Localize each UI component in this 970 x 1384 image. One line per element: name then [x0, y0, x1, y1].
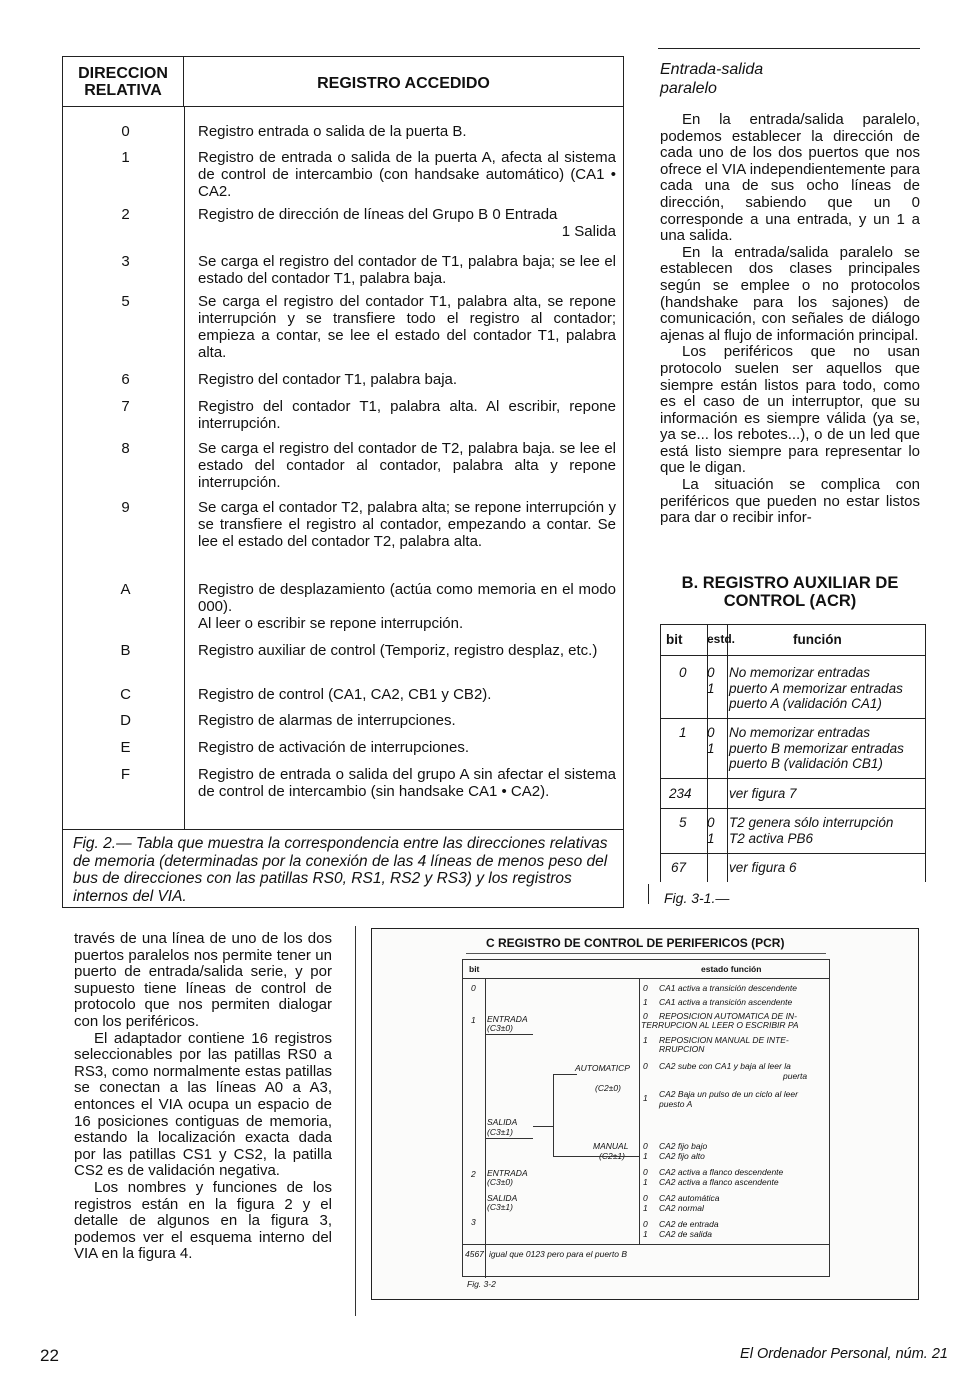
pcr-bit: 0	[471, 983, 476, 993]
acr-func: No memorizar entradas	[729, 725, 871, 740]
paragraph: través de una línea de uno de los dos puertos paralelos nos permite tener un puerto de entrada/salida serie, y por supuesto tiene líneas de control de protocolo que nos permiten dialogar con los periféricos.	[74, 930, 332, 1030]
pcr-bit: 3	[471, 1217, 476, 1227]
row-description: Registro del contador T1, palabra baja.	[198, 371, 458, 388]
row-description: Registro entrada o salida de la puerta B.	[198, 123, 467, 140]
figure-caption: Fig. 3-2	[467, 1279, 496, 1289]
row-address: 1	[121, 149, 130, 166]
register-table	[62, 56, 624, 908]
paragraph: El adaptador contiene 16 registros seleccionables por las patillas RS0 a RS3, como normalmente estas patillas se conectan a las líneas A0 a A3, entonces el VIA ocupa un espacio de 16 posiciones contiguas de memoria, estando la localización exacta dada por las patillas CS1 y CS2, la patilla CS2 es de validación negativa.	[74, 1029, 332, 1180]
column-rule	[355, 926, 356, 1316]
row-description: Registro de entrada o salida de la puerta A, afecta al sistema de control de intercambio (con handsake automático) (CA1 • CA2.	[198, 149, 616, 200]
pcr-header-func: estado función	[701, 964, 762, 974]
pcr-func: CA2 activa a flanco descendente	[659, 1167, 784, 1177]
acr-func: T2 activa PB6	[729, 831, 814, 846]
pcr-func: igual que 0123 pero para el puerto B	[489, 1249, 627, 1259]
pcr-bit: 4567	[465, 1249, 484, 1259]
paragraph: La situación se complica con periféricos que pueden no estar listos para dar o recibir infor-	[660, 476, 920, 527]
publication-footer: El Ordenador Personal, núm. 21	[740, 1346, 948, 1362]
pcr-label-manual: MANUAL	[593, 1141, 629, 1151]
row-description: Se carga el registro del contador de T2, palabra baja. se lee el estado del contador al contador, palabra alta y repone interrupción.	[198, 440, 616, 491]
pcr-func: CA2 Baja un pulso de un ciclo al leer	[659, 1089, 798, 1099]
acr-func: puerto B memorizar entradas	[729, 741, 904, 756]
row-address: 0	[121, 123, 130, 140]
pcr-func: CA2 automática	[659, 1193, 720, 1203]
acr-bit: 5	[679, 815, 687, 830]
row-description: Registro de entrada o salida del grupo A sin afectar el sistema de control de intercambio (sin handsake CA1 • CA2).	[198, 766, 616, 800]
row-description-line2: Al leer o escribir se repone interrupción.	[198, 615, 464, 632]
column-divider	[184, 107, 185, 829]
header-bit: bit	[666, 632, 683, 647]
row-address: 8	[121, 440, 130, 457]
pcr-func: REPOSICION MANUAL DE INTE-	[659, 1035, 789, 1045]
row-description: Registro de control (CA1, CA2, CB1 y CB2).	[198, 686, 492, 703]
pcr-func: puesto A	[659, 1099, 693, 1109]
acr-state: 0	[707, 665, 715, 680]
header-funcion: función	[793, 632, 842, 647]
row-address: 2	[121, 206, 130, 223]
row-description: Se carga el registro del contador T1, palabra alta, se repone interrupción y se transfiere todo el registro al contador; empieza a contar, se lee el estado del contador T1, palabra alta.	[198, 293, 616, 361]
pcr-func: CA1 activa a transición descendente	[659, 983, 797, 993]
row-description: Registro de desplazamiento (actúa como memoria en el modo 000).	[198, 581, 616, 615]
pcr-bit: 1	[471, 1015, 476, 1025]
pcr-label-entrada: ENTRADA	[487, 1168, 528, 1178]
pcr-func: CA2 sube con CA1 y baja al leer la	[659, 1061, 791, 1071]
pcr-bit: 2	[471, 1169, 476, 1179]
acr-func: ver figura 6	[729, 860, 797, 875]
row-description-line2: 1 Salida	[561, 223, 616, 240]
row-address: 7	[121, 398, 130, 415]
caption-divider	[63, 829, 623, 830]
section-title: Entrada-salida paralelo	[660, 61, 764, 97]
pcr-label-entrada: ENTRADA	[487, 1014, 528, 1024]
paragraph: En la entrada/salida paralelo, podemos establecer la dirección de cada uno de los dos puertos que nos ofrece el VIA independientemente para cada una de sus ocho líneas de dirección, sabiendo que un 0 corresponde a una entrada, y un 1 a una salida.	[660, 111, 920, 245]
row-address: 3	[121, 253, 130, 270]
row-address: D	[120, 712, 131, 729]
pcr-func: CA2 fijo alto	[659, 1151, 705, 1161]
acr-state: 1	[707, 681, 715, 696]
acr-state: 0	[707, 815, 715, 830]
page-number: 22	[40, 1346, 59, 1365]
pcr-func: CA2 de salida	[659, 1229, 712, 1239]
row-description: Registro del contador T1, palabra alta. Al escribir, repone interrupción.	[198, 398, 616, 432]
header-registro-accedido: REGISTRO ACCEDIDO	[184, 57, 623, 107]
pcr-table: bit estado función 0 1 2 3 ENTRADA (C3±0) AUTOMATICP (C2±0) SALIDA (C3±1) MANUAL (C2±1) ENTRADA (C3±0) SALIDA (C3±1) 0 CA1 activa a transición descendente 1 CA1 activa a transición ascendente 0 REPOSICION AUTOMATICA DE IN- TERRUPCION AL LEER O ESCRIBIR PA 1 REPOSICION MANUAL DE INTE- RRUPCION 0 CA2 sube con CA1 y baja al leer la puerta 1 CA2 Baja un pulso de un ciclo al leer puesto A 0 CA2 fijo bajo 1 CA2 fijo alto 0 CA2 activa a flanco descendente 1 CA2 activa a flanco ascendente 0 CA2 automática 1 CA2 normal 0 CA2 de entrada 1 CA2 de salida 4567 igual que 0123 pero para el puerto B	[462, 959, 830, 1277]
acr-state: 1	[707, 831, 715, 846]
pcr-func: TERRUPCION AL LEER O ESCRIBIR PA	[641, 1020, 799, 1030]
pcr-label-salida: SALIDA	[487, 1193, 518, 1203]
acr-func: puerto A (validación CA1)	[729, 696, 882, 711]
row-description: Registro de activación de interrupciones.	[198, 739, 469, 756]
acr-func: puerto B (validación CB1)	[729, 756, 883, 771]
row-address: E	[120, 739, 131, 756]
pcr-func: REPOSICION AUTOMATICA DE IN-	[659, 1011, 797, 1021]
acr-func: puerto A memorizar entradas	[729, 681, 903, 696]
paragraph: En la entrada/salida paralelo se establecen dos clases principales según se emplee o no protocolos (handshake para los sajones) de comunicación, con señales de diálogo ajenas al flujo de información principal.	[660, 243, 920, 344]
row-address: C	[120, 686, 131, 703]
pcr-func: CA1 activa a transición ascendente	[659, 997, 793, 1007]
figure-caption: Fig. 3-1.—	[664, 890, 730, 906]
row-address: 5	[121, 293, 130, 310]
pcr-func: CA2 de entrada	[659, 1219, 719, 1229]
row-description: Se carga el contador T2, palabra alta; se repone interrupción y se transfiere el registro al contador, empezando a contar. Se lee el estado del contador T2, palabra alta.	[198, 499, 616, 550]
acr-bit: 0	[679, 665, 687, 680]
row-description: Registro de alarmas de interrupciones.	[198, 712, 456, 729]
acr-state: 1	[707, 741, 715, 756]
row-description: Registro de dirección de líneas del Grupo B 0 Entrada	[198, 206, 558, 223]
pcr-label-salida: SALIDA	[487, 1117, 518, 1127]
row-address: A	[120, 581, 131, 598]
pcr-func: CA2 fijo bajo	[659, 1141, 708, 1151]
acr-func: No memorizar entradas	[729, 665, 871, 680]
pcr-func: CA2 normal	[659, 1203, 704, 1213]
pcr-title: C REGISTRO DE CONTROL DE PERIFERICOS (PCR)	[486, 936, 785, 950]
pcr-func: CA2 activa a flanco ascendente	[659, 1177, 779, 1187]
header-direccion-relativa: DIRECCION RELATIVA	[63, 57, 184, 107]
article-text-right	[660, 112, 920, 527]
row-address: 9	[121, 499, 130, 516]
row-description: Registro auxiliar de control (Temporiz, registro desplaz, etc.)	[198, 642, 598, 659]
acr-bit: 1	[679, 725, 687, 740]
row-address: 6	[121, 371, 130, 388]
acr-func: ver figura 7	[729, 786, 797, 801]
acr-func: T2 genera sólo interrupción	[729, 815, 894, 830]
column-rule	[658, 48, 920, 49]
row-description: Se carga el registro del contador de T1, palabra baja; se lee el estado del contador T1, palabra baja.	[198, 253, 616, 287]
article-text-left	[74, 931, 332, 1263]
row-address: B	[120, 642, 131, 659]
acr-section-title: B. REGISTRO AUXILIAR DE CONTROL (ACR)	[681, 574, 899, 610]
pcr-func: RRUPCION	[659, 1044, 705, 1054]
row-address: F	[120, 766, 131, 783]
pcr-figure	[371, 928, 919, 1300]
acr-bit: 67	[671, 860, 687, 875]
acr-state: 0	[707, 725, 715, 740]
pcr-label-automatic: AUTOMATICP	[575, 1063, 630, 1073]
header-estd: estd.	[707, 632, 736, 646]
paragraph: Los nombres y funciones de los registros están en la figura 2 y el detalle de algunos en la figura 3, podemos ver el esquema interno del VIA en la figura 4.	[74, 1178, 332, 1263]
paragraph: Los periféricos que no usan protocolo suelen ser aquellos que siempre están listos para todo, como es el caso de un interruptor, que su información es siempre válida (ya se, ya se... los rebotes...), o de un led que está listo siempre para representar lo que le digan.	[660, 343, 920, 477]
pcr-header-bit: bit	[469, 964, 480, 974]
figure-caption: Fig. 2.— Tabla que muestra la correspondencia entre las direcciones relativas de memoria (determinadas por la conexión de las 4 líneas de menos peso del bus de direcciones con las patillas RS0, RS1, RS2 y RS3) y los registros internos del VIA.	[73, 835, 608, 905]
pcr-func: puerta	[783, 1071, 808, 1081]
acr-table	[660, 624, 926, 882]
acr-bit: 234	[669, 786, 692, 801]
